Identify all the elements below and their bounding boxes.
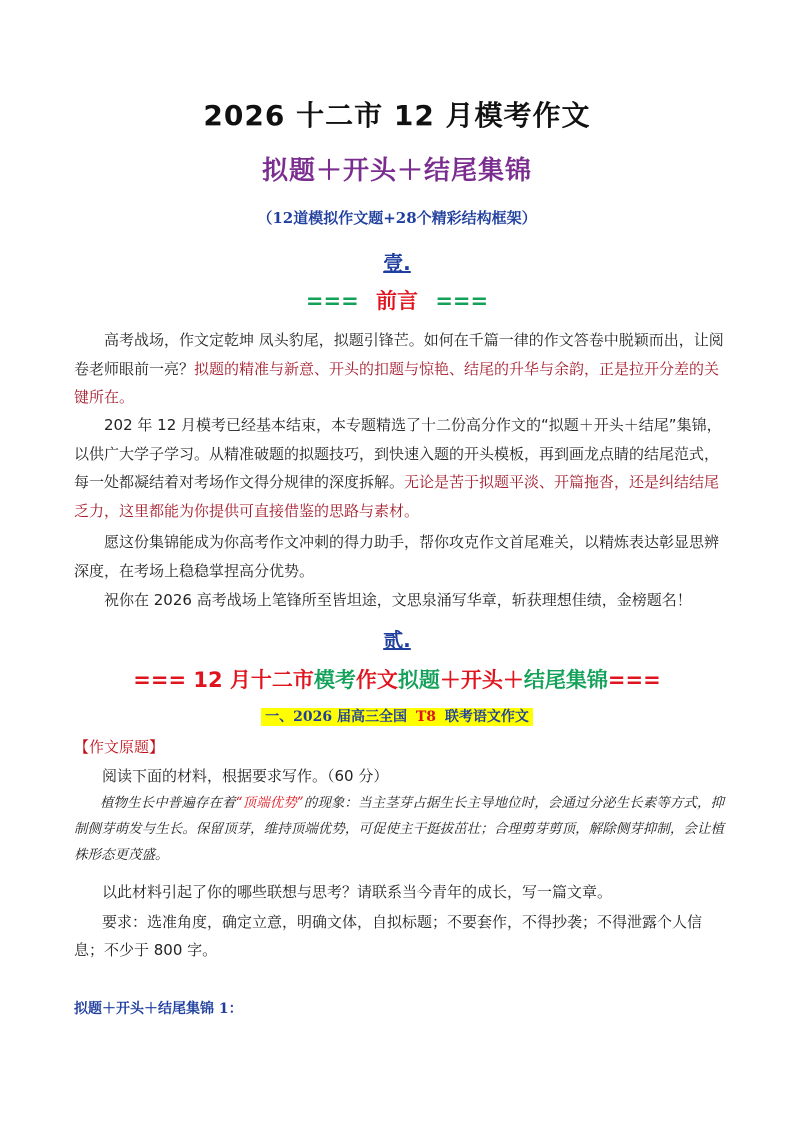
intro-paragraph-4: 祝你在 2026 高考战场上笔锋所至皆坦途，文思泉涌写华章，斩获理想佳绩，金榜题名！ [104, 591, 692, 609]
collection-label: 拟题＋开头＋结尾集锦 1： [74, 1001, 243, 1017]
section-1-heading [0, 285, 794, 315]
original-prompt-tag: 【作文原题】 [74, 738, 165, 756]
document-subtitle: 拟题＋开头＋结尾集锦 [261, 156, 532, 186]
prompt-instruction: 阅读下面的材料，根据要求写作。（60 分） [102, 767, 389, 785]
prompt-material: 植物生长中普遍存在着“顶端优势”的现象：当主茎芽占据生长主导地位时，会通过分泌生长素等方式，抑制侧芽萌发与生长。保留顶芽，维持顶端优势，可促使主干挺拔茁壮；合理剪芽剪顶，解除侧芽抑制，会让植株形态更茂盛。 [74, 795, 725, 863]
prompt-question: 以此材料引起了你的哪些联想与思考？请联系当今青年的成长，写一篇文章。 [102, 883, 613, 901]
document-subtitle-detail: （12道模拟作文题+28个精彩结构框架） [257, 209, 537, 227]
document-title: 2026 十二市 12 月模考作文 [203, 99, 591, 132]
prompt-requirements: 要求：选准角度，确定立意，明确文体，自拟标题；不要套作，不得抄袭；不得泄露个人信息；不少于 800 字。 [74, 913, 703, 959]
heading-eq-right: === [435, 289, 489, 313]
heading-eq-left: === [305, 289, 359, 313]
intro-paragraph-1: 高考战场，作文定乾坤 凤头豹尾，拟题引锋芒。如何在千篇一律的作文答卷中脱颖而出，让阅卷老师眼前一亮？拟题的精准与新意、开头的扣题与惊艳、结尾的升华与余韵，正是拉开分差的关键所在。 [74, 331, 724, 406]
section-1-number: 壹. [383, 251, 411, 275]
section-2-number: 贰. [383, 628, 411, 652]
intro-paragraph-2: 202 年 12 月模考已经基本结束，本专题精选了十二份高分作文的“拟题＋开头＋结尾”集锦，以供广大学子学习。从精准破题的拟题技巧，到快速入题的开头模板，再到画龙点睛的结尾范式，每一处都凝结着对考场作文得分规律的深度拆解。无论是苦于拟题平淡、开篇拖沓，还是纠结结尾乏力，这里都能为你提供可直接借鉴的思路与素材。 [74, 416, 722, 520]
exam-title: 一、2026 届高三全国 T8 联考语文作文 [0, 706, 794, 726]
section-2-heading: === 12 月十二市模考作文拟题＋开头＋结尾集锦=== [133, 668, 661, 692]
heading-title: 前言 [376, 289, 418, 313]
intro-paragraph-3: 愿这份集锦能成为你高考作文冲刺的得力助手，帮你攻克作文首尾难关，以精炼表达彰显思辨深度，在考场上稳稳掌捏高分优势。 [74, 533, 720, 580]
